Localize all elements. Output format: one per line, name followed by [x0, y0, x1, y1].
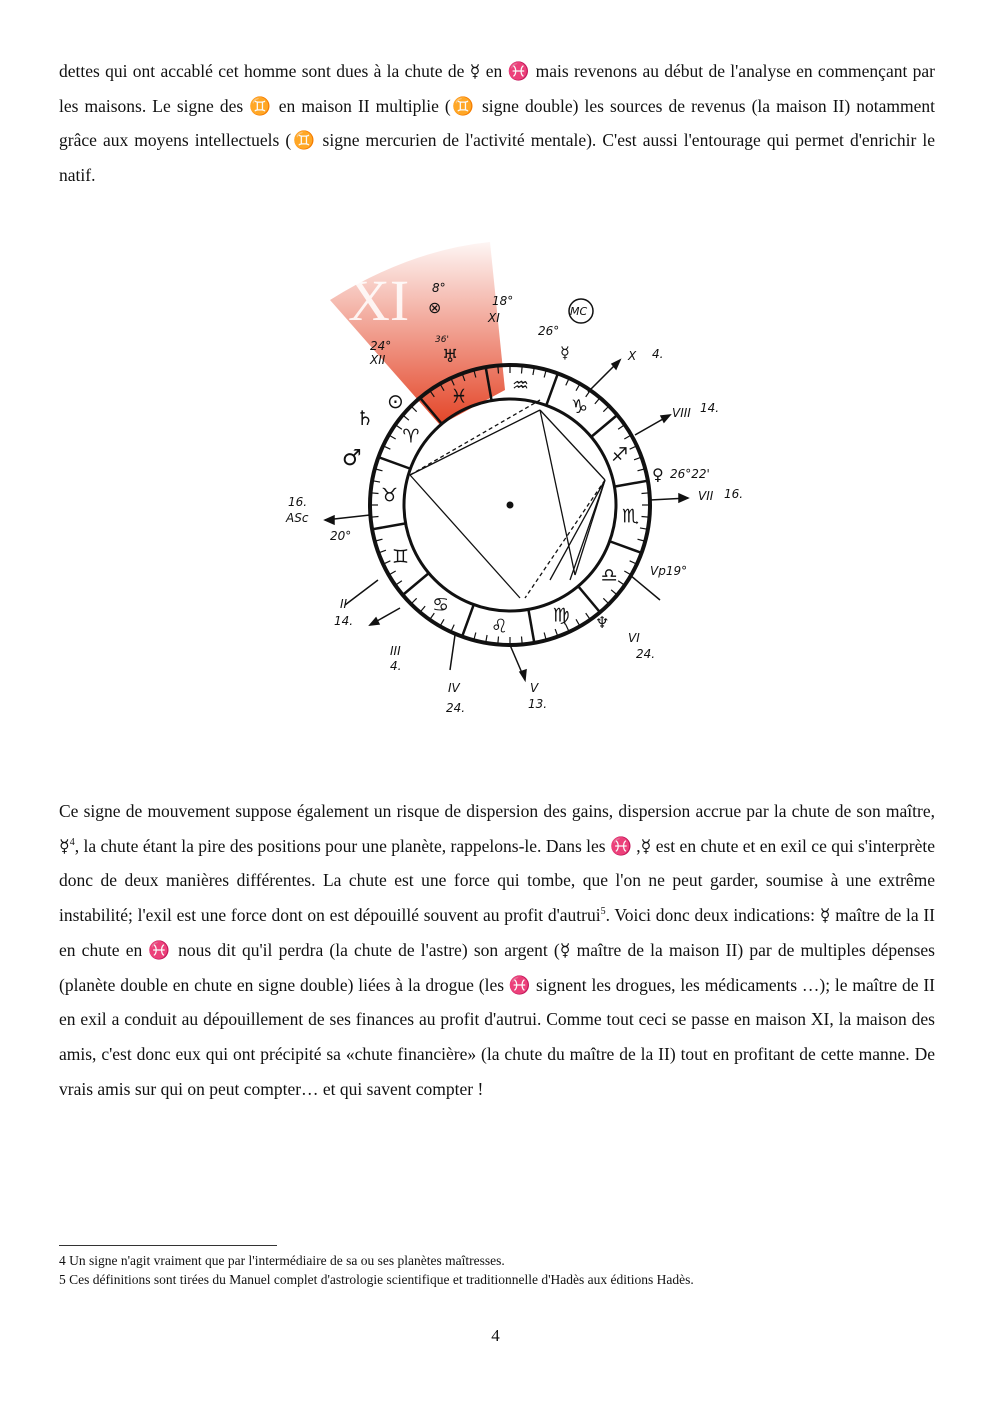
planet-mark: Vp19°	[650, 564, 688, 578]
mc-label: MC	[570, 305, 588, 318]
house-degree-label: 4.	[652, 347, 664, 361]
sign-divider	[614, 481, 647, 487]
sign-divider	[546, 373, 558, 405]
sign-divider	[462, 605, 474, 637]
degree-tick	[603, 598, 609, 604]
degree-tick	[522, 366, 523, 374]
sign-divider	[528, 609, 534, 642]
text-span: mais revenons au début de l'analyse en commençant par les maisons. Le signe des	[59, 61, 935, 116]
house-label: III	[390, 644, 401, 658]
pisces-glyph: ♓	[148, 939, 172, 960]
sign-divider	[610, 541, 642, 553]
footnote-5: 5 Ces définitions sont tirées du Manuel complet d'astrologie scientifique et traditionnelle d'Hadès aux éditions Hadès.	[59, 1272, 694, 1287]
zodiac-sign-glyph: ♈	[402, 425, 420, 448]
house-label: V	[530, 681, 539, 695]
planet-mark: 26°22'	[670, 467, 710, 481]
degree-tick	[641, 493, 649, 494]
degree-tick	[371, 517, 379, 518]
house-degree-label: 16.	[288, 495, 308, 509]
gemini-glyph: ♊	[450, 95, 476, 116]
zodiac-sign-glyph: ♎	[600, 564, 618, 587]
degree-tick	[403, 415, 409, 420]
planet-mark: ♅	[442, 346, 459, 367]
planet-mark: 36'	[435, 335, 449, 345]
house-label: II	[340, 597, 348, 611]
house-label: XI	[488, 311, 500, 325]
chart-center-dot	[507, 502, 514, 509]
degree-tick	[395, 425, 402, 430]
paragraph-intro	[59, 54, 935, 193]
text-span: ,	[631, 835, 641, 856]
house-degree-label: 18°	[492, 294, 514, 308]
zodiac-sign-glyph: ♐	[611, 443, 629, 466]
zodiac-sign-glyph: ♍	[552, 604, 570, 627]
degree-tick	[498, 366, 499, 374]
text-span: signe double) les sources de revenus (la maison II) notamment grâce aux moyens intellectuels (	[59, 95, 936, 151]
gemini-glyph: ♊	[249, 95, 273, 116]
zodiac-sign-glyph: ♓	[450, 385, 468, 408]
house-degree-label: 16.	[724, 487, 744, 501]
text-span: signe mercurien de l'activité mentale). C'est aussi l'entourage qui permet d'enrichir le natif.	[59, 130, 935, 186]
degree-tick	[411, 598, 417, 604]
paragraph-analysis	[59, 794, 935, 1106]
degree-tick	[603, 406, 609, 412]
mercury-glyph: ☿	[559, 939, 571, 960]
planet-mark: ♆	[595, 613, 610, 632]
aspect-lines	[410, 400, 605, 598]
degree-tick	[411, 406, 417, 412]
asc-label: ASc	[286, 511, 309, 525]
zodiac-sign-glyph: ♑	[570, 395, 588, 418]
mercury-glyph: ☿	[640, 835, 652, 856]
planet-mark: ☿	[560, 343, 570, 362]
text-span: est en chute et en exil ce qui s'interprète donc de deux manières différentes. La chute est une force qui tombe, que l'on ne peut garder, soumise à une extrême instabilité; l'exil est une force dont on est dépouillé souvent au profit d'autrui	[59, 835, 935, 926]
astrological-chart-figure	[270, 230, 770, 750]
sign-divider	[591, 415, 617, 437]
planet-mark: 20°	[330, 529, 352, 543]
zodiac-sign-glyph: ♋	[432, 594, 450, 617]
sign-divider	[578, 586, 600, 612]
text-span: . Voici donc deux indications:	[605, 905, 820, 926]
pisces-glyph: ♓	[508, 974, 532, 995]
pisces-glyph: ♓	[610, 835, 632, 856]
text-span: maître de la maison II) par de multiples dépenses (planète double en chute en signe double) liées à la drogue (les	[59, 939, 935, 995]
degree-tick	[595, 398, 600, 404]
gemini-glyph: ♊	[291, 130, 317, 151]
zodiac-sign-glyph: ♏	[622, 505, 640, 528]
degree-tick	[586, 613, 591, 620]
house-label: IV	[448, 681, 460, 695]
house-degree-label: 14.	[334, 614, 354, 628]
zodiac-sign-glyph: ♒	[512, 374, 530, 397]
sign-divider	[372, 523, 405, 529]
house-xi-label: XI	[348, 268, 410, 333]
degree-tick	[498, 636, 499, 644]
footnote-ref: 5	[600, 906, 606, 918]
house-degree-label: 24.	[636, 647, 656, 661]
sign-divider	[403, 573, 429, 595]
pisces-glyph: ♓	[507, 61, 531, 81]
degree-tick	[641, 517, 649, 518]
house-label: XII	[370, 353, 386, 367]
text-span: Ce signe de mouvement suppose également un risque de dispersion des gains, dispersion accrue par la chute de son maître,	[59, 801, 935, 821]
text-span: signent les drogues, les médicaments …); le maître de II en exil a conduit au dépouillement de ses finances au profit d'autrui. Comme tout ceci se passe en maison XI, la maison des amis, c'est donc eux qui ont précipité sa «chute financière» (la chute du maître de la II) tout en profitant de cette manne. De vrais amis sur qui on peut compter… et qui savent compter !	[59, 974, 935, 1099]
text-span: , la chute étant la pire des positions pour une planète, rappelons-le. Dans les	[74, 835, 611, 856]
footnote-separator	[59, 1245, 277, 1246]
planet-mark: 24°	[370, 339, 392, 353]
text-span: en	[480, 61, 508, 81]
degree-tick	[395, 581, 402, 586]
degree-tick	[371, 493, 379, 494]
planet-mark: ⊗	[428, 298, 442, 317]
degree-tick	[522, 636, 523, 644]
footnote-ref: 4	[69, 836, 75, 848]
degree-tick	[618, 581, 625, 586]
house-degree-label: 24.	[446, 701, 466, 715]
mercury-glyph: ☿	[469, 61, 481, 81]
house-label: VI	[628, 631, 640, 645]
text-span: dettes qui ont accablé cet homme sont dues à la chute de	[59, 61, 470, 81]
sign-divider	[378, 457, 410, 469]
mercury-glyph: ☿	[59, 835, 70, 856]
house-label: VIII	[672, 406, 691, 420]
text-span: maître de la II en chute en	[59, 905, 936, 960]
planet-mark: ⊙	[387, 389, 404, 413]
text-span: en maison II multiplie (	[272, 95, 451, 116]
house-label: VII	[698, 489, 714, 503]
house-degree-label: 4.	[390, 659, 402, 673]
planet-mark: ♀	[652, 465, 664, 484]
planet-mark: ♄	[356, 406, 374, 430]
planet-mark: 26°	[538, 324, 560, 338]
page-number: 4	[491, 1326, 500, 1345]
zodiac-sign-glyph: ♌	[490, 615, 508, 638]
text-span: nous dit qu'il perdra (la chute de l'astre) son argent (	[172, 939, 560, 960]
zodiac-sign-glyph: ♊	[391, 546, 409, 569]
house-degree-label: 14.	[700, 401, 720, 415]
mercury-glyph: ☿	[819, 905, 831, 926]
footnote-4: 4 Un signe n'agit vraiment que par l'intermédiaire de sa ou ses planètes maîtresses.	[59, 1253, 505, 1268]
planet-mark: ♂	[342, 446, 362, 471]
planet-mark: 8°	[432, 281, 446, 295]
degree-tick	[611, 590, 617, 595]
degree-tick	[618, 425, 625, 430]
degree-tick	[420, 606, 425, 612]
zodiac-sign-glyph: ♉	[380, 484, 398, 507]
house-degree-label: 13.	[528, 697, 548, 711]
house-label: X	[628, 349, 637, 363]
natal-chart-drawing	[270, 230, 770, 750]
